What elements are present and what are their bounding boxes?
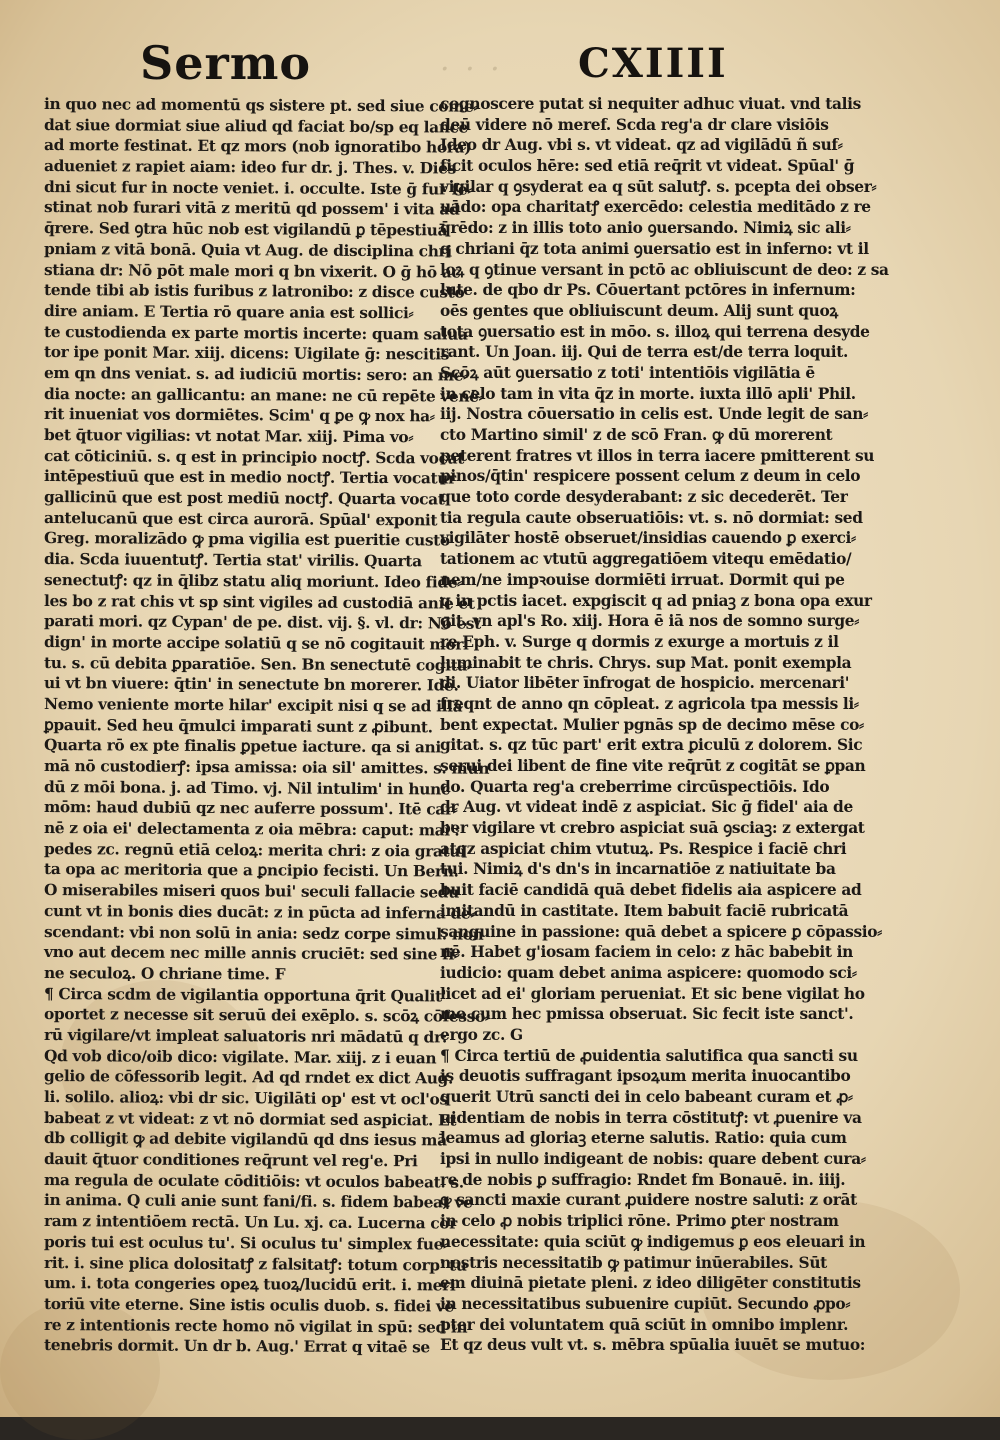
text-line: iij. Nostra cōuersatio in celis est. Unde legit de san⸗: [440, 405, 868, 424]
text-line: cunt vt in bonis dies ducāt: z in pūcta ad inferna de⸗: [43, 901, 476, 923]
text-line: intēpestiuū que est in medio noctꝭ. Tertia vocatur: [43, 467, 456, 488]
text-line: ipsi in nullo indigeant de nobis: quare debent cura⸗: [440, 1150, 866, 1169]
text-line: loꝝ q ꝯtinue versant in pctō ac obliuiscunt de deo: z sa: [440, 260, 889, 279]
text-line: tota ꝯuersatio est in mōo. s. illoꝝ qui terrena desyde: [440, 322, 870, 341]
text-line: db colligit ꝙ ad debite vigilandū qd dns iesus mā: [43, 1129, 447, 1150]
text-line: in anima. Q culi anie sunt fani/fi. s. fidem babeat ve: [43, 1191, 473, 1213]
text-line: re z intentionis recte homo nō vigilat in spū: sed in: [43, 1315, 468, 1337]
text-line: vigilar q ꝯsyderat ea q sūt salutꝭ. s. pcepta dei obser⸗: [440, 177, 877, 196]
text-line: luminabit te chris. Chrys. sup Mat. ponit exempla: [440, 653, 852, 672]
text-line: poris tui est oculus tu'. Si oculus tu' simplex fue⸗: [43, 1232, 448, 1254]
text-line: oportet z necesse sit seruū dei exēplo. s. scōꝝ cōfesso⸗: [43, 1005, 490, 1026]
text-line: di. Uiator libēter īnfrogat de hospicio. mercenari': [440, 674, 850, 693]
text-line: in necessitatibus subuenire cupiūt. Secundo ꝓpo⸗: [440, 1294, 851, 1313]
text-line: deū videre nō meref. Scda reg'a dr clare visiōis: [440, 115, 829, 134]
text-line: toriū vite eterne. Sine istis oculis duob. s. fidei ve: [43, 1294, 454, 1316]
text-line: ¶ Circa tertiū de ꝓuidentia salutifica qua sancti su: [440, 1046, 858, 1065]
text-line: ta opa ac meritoria que a ꝑncipio fecisti. Un Bern.: [43, 860, 459, 881]
text-line: dr Aug. vt videat indē z aspiciat. Sic ḡ fidel' aia de: [440, 798, 853, 817]
text-line: pinos/q̄tin' respicere possent celum z deum in celo: [440, 467, 861, 486]
text-line: nē z oia ei' delectamenta z oia mēbra: caput: mai':: [43, 819, 460, 840]
text-line: peterent fratres vt illos in terra iacere pmitterent su: [440, 446, 875, 465]
text-line: uidentiam de nobis in terra cōstitutꝭ: vt ꝓuenire va: [440, 1108, 862, 1127]
text-line: ui vt bn viuere: q̄tin' in senectute bn morerer. Idē.: [43, 674, 459, 695]
text-line: dni sicut fur in nocte veniet. i. occulte. Iste ḡ fur fe⸗: [43, 177, 473, 199]
text-line: bet q̄tuor vigilias: vt notat Mar. xiij. Pima vo⸗: [43, 426, 414, 447]
text-line: rit. i. sine plica dolositatꝭ z falsitatꝭ: totum corp' tu: [43, 1253, 467, 1275]
text-line: rū vigilare/vt impleat saluatoris nri mādatū q dr:: [43, 1025, 448, 1047]
text-line: ergo zc. G: [440, 1025, 523, 1044]
text-line: iudicio: quam debet anima aspicere: quomodo sci⸗: [440, 963, 857, 982]
text-line: gallicinū que est post mediū noctꝭ. Quarta vocat: [43, 488, 445, 509]
text-line: in celo tam in vita q̄z in morte. iuxta illō apli' Phil.: [440, 384, 856, 403]
text-line: leamus ad gloriaꝫ eterne salutis. Ratio: quia cum: [440, 1129, 847, 1148]
text-line: Nemo veniente morte hilar' excipit nisi q se ad illā: [43, 694, 463, 716]
text-line: stinat nob furari vitā z meritū qd possem' i vita ad: [43, 198, 460, 219]
text-line: rant. Un Joan. iij. Qui de terra est/de terra loquit.: [440, 343, 849, 362]
text-line: dū z mōi bona. j. ad Timo. vj. Nil intulim' in hunc: [43, 777, 451, 799]
text-line: querit Utrū sancti dei in celo babeant curam et ꝓ⸗: [440, 1088, 853, 1106]
text-line: lute. de qbo dr Ps. Cōuertant pctōres in infernum:: [440, 281, 856, 300]
text-line: dauit q̄tuor conditiones req̄runt vel reg'e. Pri: [43, 1150, 418, 1171]
text-line: re Eph. v. Surge q dormis z exurge a mortuis z il: [440, 632, 839, 651]
running-head-left: Sermo: [140, 36, 312, 90]
text-line: stiana dr: Nō pōt male mori q bn vixerit. O ḡ hō ac: [43, 260, 461, 282]
text-line: re de nobis ꝑ suffragio: Rndet fm Bonauē. in. iiij.: [440, 1170, 846, 1189]
text-line: em diuinā pietate pleni. z ideo diligēter constitutis: [440, 1274, 861, 1293]
text-line: nē. Habet g'iosam faciem in celo: z hāc babebit in: [440, 943, 853, 962]
text-line: dia. Scda iuuentutꝭ. Tertia stat' virilis. Quarta: [43, 550, 422, 571]
text-line: li. solilo. alioꝝ: vbi dr sic. Uigilāti op' est vt ocl'os: [43, 1088, 448, 1109]
text-line: ad morte festinat. Et qz mors (nob ignoratibo hora): [43, 136, 472, 157]
text-line: sanguine in passione: quā debet a spicere ꝑ cōpassio⸗: [440, 922, 882, 941]
text-line: in quo nec ad momentū qs sistere pt. sed siue come⸗: [43, 95, 479, 116]
text-line: ne seculoꝝ. O chriane time. F: [43, 963, 286, 984]
text-line: scendant: vbi non solū in ania: sedz corpe simul. non: [43, 922, 484, 944]
text-line: mā nō custodierꝭ: ipsa amissa: oia sil' amittes. s. mun: [43, 757, 490, 778]
text-line: necessitate: quia sciūt ꝙ indigemus ꝑ eos eleuari in: [440, 1232, 866, 1251]
text-line: do. Quarta reg'a creberrime circūspectiōis. Ido: [440, 777, 830, 796]
text-line: ¶ Circa scdm de vigilantia opportuna q̄rit Qualit': [43, 984, 447, 1006]
text-line: gelio de cōfessorib legit. Ad qd rndet ex dict Aug.: [43, 1067, 454, 1088]
text-line: ma regula de oculate cōditiōis: vt oculos babeat. s.: [43, 1170, 464, 1192]
text-line: les bo z rat chis vt sp sint vigiles ad custodiā anie et: [43, 591, 475, 613]
text-line: Greg. moralizādo ꝙ pma vigilia est pueritie custo: [43, 529, 450, 550]
text-line: tia regula caute obseruatiōis: vt. s. nō dormiat: sed: [440, 508, 863, 527]
text-line: O miserabiles miseri quos bui' seculi fallacie sedu: [43, 881, 460, 902]
text-line: q̄rere. Sed ꝯtra hūc nob est vigilandū ꝑ tēpestiuā: [43, 219, 448, 240]
bleed-through-text: · · ·: [440, 52, 503, 87]
text-line: dia nocte: an gallicantu: an mane: ne cū repēte venē⸗: [43, 384, 484, 406]
text-line: uādo: opa charitatꝭ exercēdo: celestia meditādo z re: [440, 198, 871, 217]
text-line: tu. s. cū debita ꝑparatiōe. Sen. Bn senectutē cogita⸗: [43, 653, 472, 675]
text-line: te custodienda ex parte mortis incerte: quam salua: [43, 322, 468, 344]
text-line: cto Martino simil' z de scō Fran. ꝙ dū morerent: [440, 426, 833, 444]
text-line: Et qz deus vult vt. s. mēbra spūalia iuuēt se mutuo:: [440, 1336, 866, 1355]
text-line: q in pctis iacet. expgiscit q ad pniaꝫ z bona opa exur: [440, 591, 872, 610]
folio-number: CXIIII: [578, 40, 728, 87]
right-column: [440, 94, 889, 1356]
text-line: em qn dns veniat. s. ad iudiciū mortis: sero: an me⸗: [43, 363, 468, 385]
text-line: cognoscere putat si nequiter adhuc viuat. vnd talis: [440, 95, 861, 113]
text-line: Quarta rō ex pte finalis ꝑpetue iacture. qa si ani: [43, 736, 441, 757]
text-line: dat siue dormiat siue aliud qd faciat bo/sp eq lance: [43, 115, 469, 137]
text-line: oēs gentes que obliuiscunt deum. Alij sunt quoꝝ: [440, 301, 838, 320]
text-line: atqz aspiciat chim vtutuꝝ. Ps. Respice i faciē chri: [440, 839, 847, 858]
text-line: Scōꝝ aūt ꝯuersatio z toti' intentiōis vigilātia ē: [440, 363, 815, 382]
text-line: Ideo dr Aug. vbi s. vt videat. qz ad vigilādū ñ suf⸗: [440, 136, 843, 155]
text-line: tor ipe ponit Mar. xiij. dicens: Uigilate ḡ: nescitis: [43, 343, 450, 364]
text-line: cat cōticiniū. s. q est in principio noctꝭ. Scda vocat: [43, 446, 465, 468]
text-line: q̄rēdo: z in illis toto anio ꝯuersando. Nimiꝝ sic ali⸗: [440, 219, 851, 238]
text-line: vno aut decem nec mille annis cruciēt: sed sine fi⸗: [43, 943, 459, 964]
text-line: ficit oculos hēre: sed etiā req̄rit vt videat. Spūal' ḡ: [440, 157, 855, 176]
text-line: gitat. s. qz tūc part' erit extra ꝑiculū z dolorem. Sic: [440, 736, 863, 755]
text-line: tui. Nimiꝝ d's dn's in incarnatiōe z natiuitate ba: [440, 860, 836, 879]
text-line: nostris necessitatib ꝙ patimur inūerabiles. Sūt: [440, 1253, 827, 1272]
text-line: bent expectat. Mulier pgnās sp de decimo mēse co⸗: [440, 715, 864, 734]
text-line: q chriani q̄z tota animi ꝯuersatio est in inferno: vt il: [440, 239, 869, 258]
text-line: tende tibi ab istis furibus z latronibo: z disce custo: [43, 281, 465, 302]
text-line: senectutꝭ: qz in q̄libz statu aliq moriunt. Ideo fide⸗: [43, 570, 463, 592]
text-line: Qd vob dico/oib dico: vigilate. Mar. xiij. z i euan: [43, 1046, 437, 1068]
text-line: ram z intentiōem rectā. Un Lu. xj. ca. Lucerna cor: [43, 1212, 458, 1233]
text-line: is deuotis suffragant ipsoꝝum merita inuocantibo: [440, 1067, 851, 1086]
text-line: git. vn apl's Ro. xiij. Hora ē iā nos de somno surge⸗: [440, 612, 859, 631]
text-line: serui dei libent de fine vite req̄rūt z cogitāt se ꝑpan: [440, 757, 866, 775]
text-line: dire aniam. E Tertia rō quare ania est sollici⸗: [43, 301, 414, 323]
text-line: antelucanū que est circa aurorā. Spūal' exponit: [43, 508, 438, 530]
text-line: mōm: haud dubiū qz nec auferre possum'. Itē car⸗: [43, 798, 458, 819]
text-line: imitandū in castitate. Item babuit faciē rubricatā: [440, 901, 849, 920]
text-line: vigilāter hostē obseruet/insidias cauendo ꝑ exerci⸗: [440, 529, 856, 548]
running-head: [0, 28, 1000, 98]
text-line: buit faciē candidā quā debet fidelis aia aspicere ad: [440, 881, 862, 900]
text-line: dign' in morte accipe solatiū q se nō cogitauit mori: [43, 632, 469, 654]
text-line: pniam z vitā bonā. Quia vt Aug. de disciplina chri: [43, 239, 452, 261]
text-line: tationem ac vtutū aggregatiōem vitequ emēdatio/: [440, 550, 852, 569]
text-line: mo cum hec pmissa obseruat. Sic fecit iste sanct'.: [440, 1005, 854, 1024]
text-line: um. i. tota congeries opeꝝ tuoꝝ/lucidū erit. i. meri: [43, 1274, 456, 1295]
text-line: que toto corde desyderabant: z sic decederēt. Ter: [440, 488, 848, 507]
text-line: licet ad ei' gloriam perueniat. Et sic bene vigilat ho: [440, 984, 865, 1003]
text-line: ꝙ sancti maxie curant ꝓuidere nostre saluti: z orāt: [440, 1191, 857, 1210]
text-line: babeat z vt videat: z vt nō dormiat sed aspiciat. Et: [43, 1108, 457, 1130]
text-line: rit inueniat vos dormiētes. Scim' q ꝑe ꝙ nox ha⸗: [43, 405, 435, 426]
text-line: parati mori. qz Cypan' de pe. dist. vij. §. vl. dr: Nō est: [43, 612, 481, 633]
text-line: tenebris dormit. Un dr b. Aug.' Errat q vitaē se: [43, 1336, 430, 1357]
text-line: pedes zc. regnū etiā celoꝝ: merita chri: z oia gratui: [43, 839, 466, 861]
text-line: ber vigilare vt crebro aspiciat suā ꝯsciaꝫ: z extergat: [440, 819, 865, 838]
text-line: pter dei voluntatem quā sciūt in omnibo implenr.: [440, 1315, 849, 1334]
text-line: adueniet z rapiet aiam: ideo fur dr. j. Thes. v. Dies: [43, 157, 457, 178]
text-line: ꝑpauit. Sed heu q̄mulci imparati sunt z ꝓibunt.: [43, 715, 433, 736]
text-line: nem/ne impꝛouise dormiēti irruat. Dormit qui pe: [440, 570, 845, 589]
text-line: in celo ꝓ nobis triplici rōne. Primo ꝑter nostram: [440, 1212, 839, 1231]
text-line: freqnt de anno qn cōpleat. z agricola tpa messis li⸗: [440, 694, 859, 713]
